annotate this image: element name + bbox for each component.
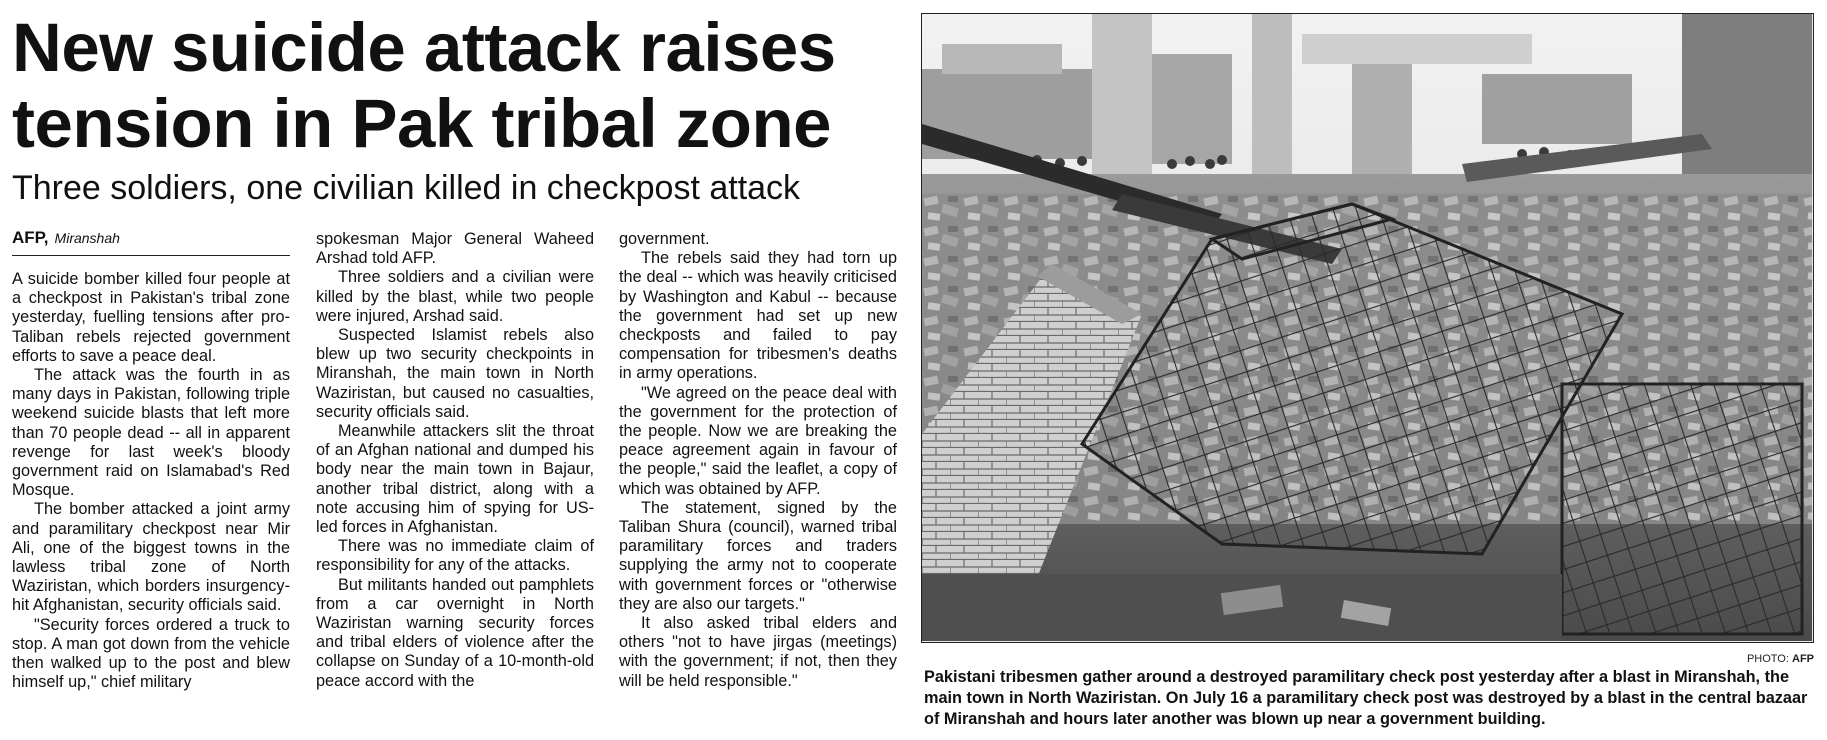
paragraph: It also asked tribal elders and others "not to have jirgas (meetings) with the government; if not, then they will be held responsible." [619, 614, 897, 690]
byline [12, 228, 290, 256]
article-column-1 [12, 270, 290, 692]
paragraph: "We agreed on the peace deal with the government for the protection of the people. Now we are breaking the peace agreement again in favour of the people," said the leaflet, a copy of which was obtained by AFP. [619, 383, 897, 498]
byline-dateline: Miranshah [54, 230, 120, 246]
paragraph: Three soldiers and a civilian were killed by the blast, while two people were injured, Arshad said. [316, 268, 594, 325]
paragraph: Suspected Islamist rebels also blew up two security checkpoints in Miranshah, the main town in North Waziristan, but caused no casualties, security officials said. [316, 326, 594, 421]
photo-credit-source: AFP [1792, 653, 1814, 665]
headline: New suicide attack raises tension in Pak tribal zone [12, 9, 836, 162]
paragraph: There was no immediate claim of responsibility for any of the attacks. [316, 537, 594, 575]
paragraph: The bomber attacked a joint army and paramilitary checkpost near Mir Ali, one of the biggest towns in the lawless tribal zone of North Waziristan, which borders insurgency-hit Afghanistan, security officials said. [12, 500, 290, 615]
subheadline: Three soldiers, one civilian killed in checkpost attack [12, 169, 801, 207]
paragraph: But militants handed out pamphlets from a car overnight in North Waziristan warning security forces and tribal elders of violence after the collapse on Sunday of a 10-month-old peace accord with the [316, 575, 594, 690]
paragraph: The attack was the fourth in as many days in Pakistan, following triple weekend suicide blasts that left more than 70 people dead -- all in apparent revenge for last week's bloody government raid on Islamabad's Red Mosque. [12, 366, 290, 500]
byline-agency: AFP, [12, 228, 49, 247]
photo-credit-label: PHOTO: [1746, 653, 1789, 665]
paragraph: A suicide bomber killed four people at a checkpost in Pakistan's tribal zone yesterday, fuelling tensions after pro-Taliban rebels rejected government efforts to save a peace deal. [12, 270, 290, 365]
photo-caption: Pakistani tribesmen gather around a destroyed paramilitary check post yesterday after a blast in Miranshah, the main town in North Waziristan. On July 16 a paramilitary check post was destroyed by a blast in the central bazaar of Miranshah and hours later another was blown up near a government building. [924, 668, 1808, 728]
article-column-3 [619, 230, 897, 691]
news-photo [921, 13, 1814, 643]
photo-credit [1747, 652, 1814, 666]
paragraph: Meanwhile attackers slit the throat of an Afghan national and dumped his body near the main town in Bajaur, another tribal district, along with a note accusing him of spying for US-led forces in Afghanistan. [316, 422, 594, 537]
paragraph: government. [619, 230, 710, 248]
article-column-2 [316, 230, 594, 691]
rubble-photo-illustration [922, 14, 1812, 641]
paragraph: "Security forces ordered a truck to stop. A man got down from the vehicle then walked up to the post and blew himself up," chief military [12, 615, 290, 692]
paragraph: The statement, signed by the Taliban Shura (council), warned tribal paramilitary forces and traders supplying the army not to cooperate with government forces or "otherwise they are also our targets." [619, 498, 897, 613]
paragraph: spokesman Major General Waheed Arshad told AFP. [316, 230, 594, 268]
paragraph: The rebels said they had torn up the deal -- which was heavily criticised by Washington and Kabul -- because the government had set up new checkposts and failed to pay compensation for tribesmen's deaths in army operations. [619, 249, 897, 383]
